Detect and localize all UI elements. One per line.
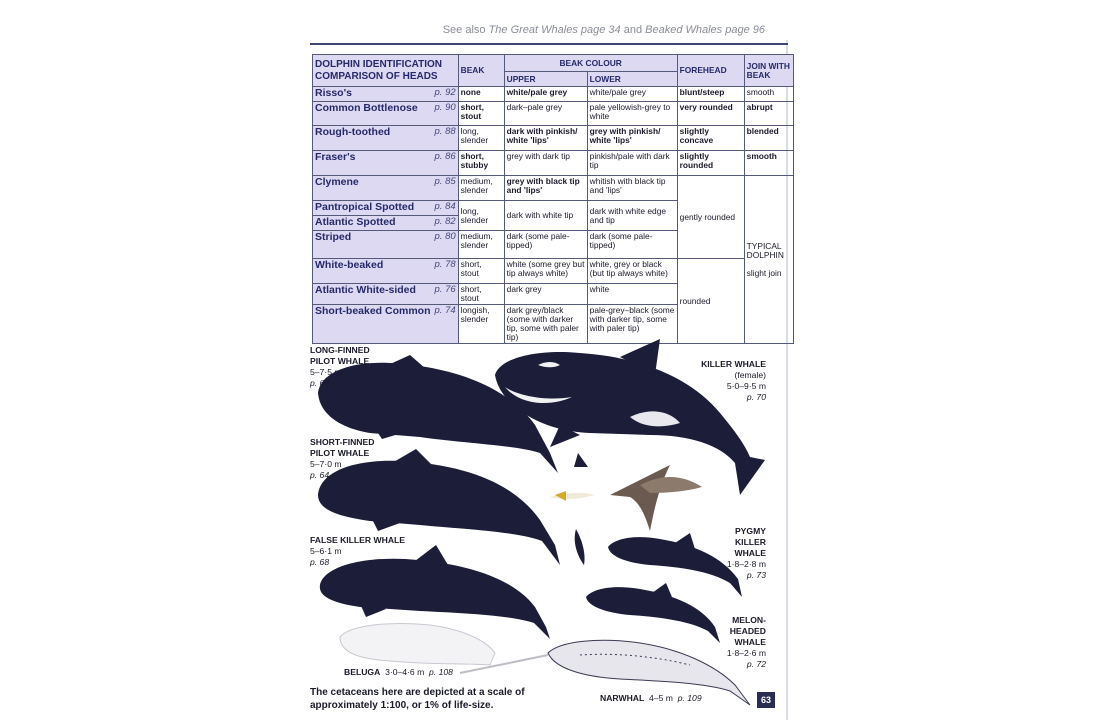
page-number: 63 <box>757 692 775 708</box>
great-whales-link[interactable]: The Great Whales page 34 <box>488 24 621 36</box>
table-row: Pantropical Spotted p. 84 long, slender dark with white tip dark with white edge and tip <box>313 201 794 216</box>
short-finned-label: SHORT-FINNED PILOT WHALE 5–7·0 m p. 64 <box>310 437 375 480</box>
see-also-header: See also The Great Whales page 34 and Beaked Whales page 96 <box>442 24 765 36</box>
merged-join: TYPICAL DOLPHIN slight join <box>744 176 793 344</box>
merged-forehead-rounded: rounded <box>677 259 744 344</box>
fin-silhouette <box>574 453 588 467</box>
table-row: Atlantic Spotted p. 82 <box>313 216 794 231</box>
col-join: JOIN WITH BEAK <box>744 55 793 87</box>
col-beak: BEAK <box>458 55 504 87</box>
dolphin-comparison-table <box>312 54 794 344</box>
scale-caption: The cetaceans here are depicted at a scale of approximately 1:100, or 1% of life-size. <box>310 687 525 711</box>
table-row: Atlantic White-sided p. 76 short, stout dark grey white <box>313 284 794 305</box>
pygmy-killer-label: PYGMY KILLER WHALE 1·8–2·8 m p. 73 <box>726 526 766 580</box>
table-row: Striped p. 80 medium, slender dark (some pale-tipped) dark (some pale-tipped) <box>313 231 794 259</box>
table-row: Clymene p. 85 medium, slender grey with black tip and 'lips' whitish with black tip and 'lips' gently rounded TYPICAL DOLPHIN slight join <box>313 176 794 201</box>
table-row: Common Bottlenose p. 90 short, stout dark–pale grey pale yellowish-grey to white very rounded abrupt <box>313 102 794 126</box>
false-killer-label: FALSE KILLER WHALE 5–6·1 m p. 68 <box>310 535 406 567</box>
long-finned-label: LONG-FINNED PILOT WHALE 5–7·5 m p. 66 <box>310 345 370 388</box>
beluga-illustration <box>340 624 495 666</box>
beaked-whales-link[interactable]: Beaked Whales page 96 <box>645 24 765 36</box>
table-row: Short-beaked Common p. 74 longish, slender dark grey/black (some with darker tip, some with paler tip) pale-grey–black (some with darker tip, some with paler tip) <box>313 305 794 344</box>
table-row: Fraser's p. 86 short, stubby grey with dark tip pinkish/pale with dark tip slightly rounded smooth <box>313 151 794 176</box>
col-upper: UPPER <box>504 72 587 87</box>
col-forehead: FOREHEAD <box>677 55 744 87</box>
killer-whale-label: KILLER WHALE (female) 5·0–9·5 m p. 70 <box>701 359 766 402</box>
table-row: Risso's p. 92 none white/pale grey white/pale grey blunt/steep smooth <box>313 87 794 102</box>
col-lower: LOWER <box>587 72 677 87</box>
header-rule <box>310 43 788 45</box>
table-title: DOLPHIN IDENTIFICATION COMPARISON OF HEADS <box>313 55 459 87</box>
tail-silhouette <box>575 529 585 565</box>
table-row: Rough-toothed p. 88 long, slender dark with pinkish/ white 'lips' grey with pinkish/ white 'lips' slightly concave blended <box>313 126 794 151</box>
beluga-label: BELUGA 3·0–4·6 m p. 108 <box>344 667 453 677</box>
col-beak-colour: BEAK COLOUR <box>504 55 677 72</box>
melon-headed-label: MELON- HEADED WHALE 1·8–2·6 m p. 72 <box>726 615 766 669</box>
narwhal-label: NARWHAL 4–5 m p. 109 <box>600 693 702 703</box>
seabird-illustration <box>550 465 702 531</box>
table-row: White-beaked p. 78 short, stout white (some grey but tip always white) white, grey or black (but tip always white) rounded <box>313 259 794 284</box>
merged-forehead-gently: gently rounded <box>677 176 744 259</box>
